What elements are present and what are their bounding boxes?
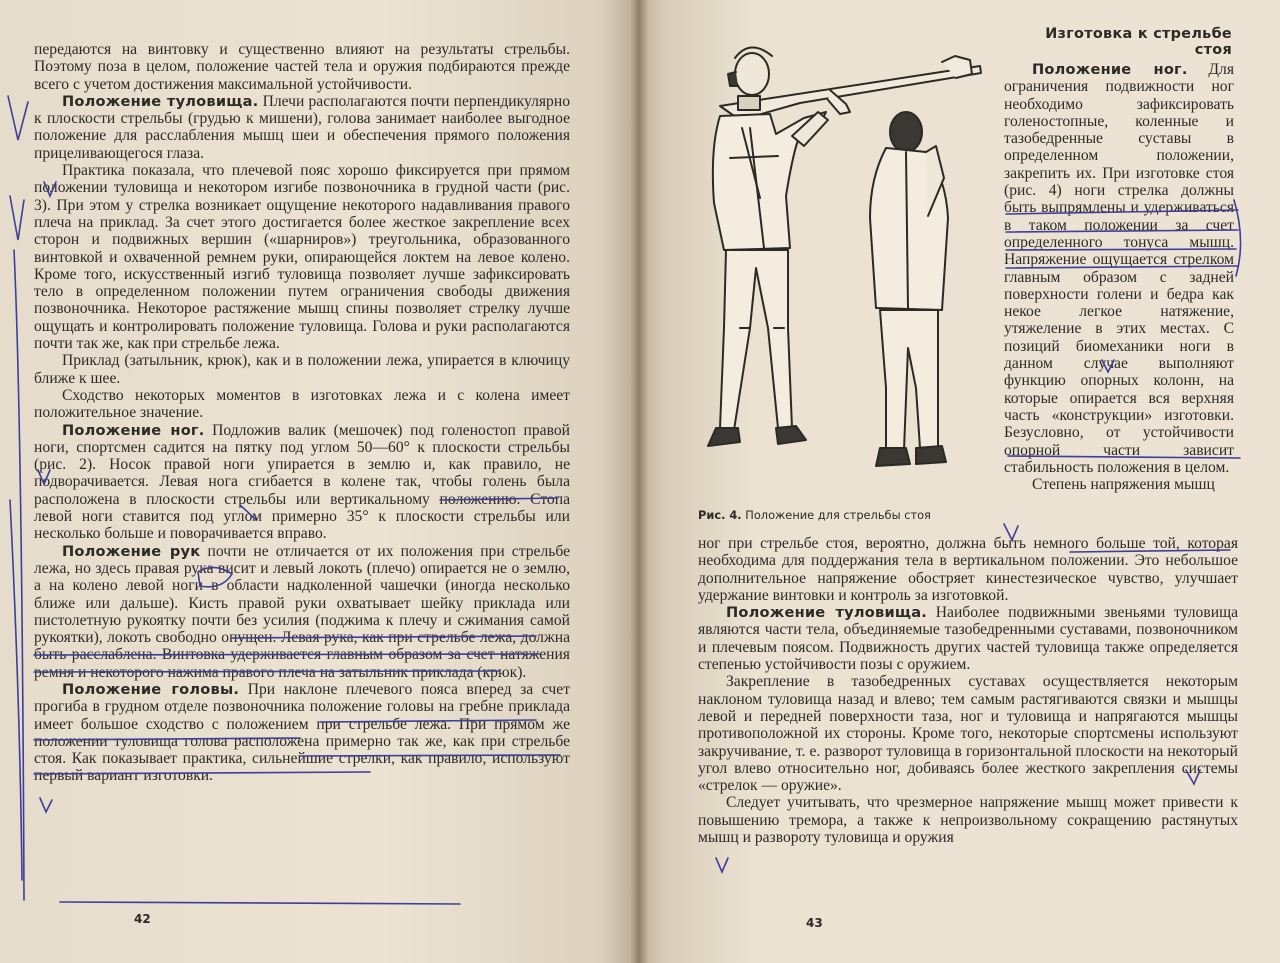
paragraph-text: Подложив валик (мешочек) под голеностоп правой ноги, спортсмен садится на пятку под углом 50—60° к плоскости стрельбы (рис. 2). Носок правой ноги упирается в землю и, как правило, не подворачивается. Левая нога сгибается в колене так, чтобы голень была расположена в плоскости стрельбы или вертикальному положению. Стопа левой ноги ставится под углом примерно 35° к плоскости стрельбы или несколько больше и поворачивается вправо. [34, 421, 571, 543]
left-page [0, 0, 638, 963]
paragraph-text: Закрепление в тазобедренных суставах осуществляется некоторым наклоном туловища назад и влево; тем самым растягиваются связки и мышцы левой и передней поверхности таза, ног и туловища и напрягаются мышцы противоположной их стороны. Кроме того, некоторые спортсмены используют закручивание, т. е. разворот туловища в горизонтальной плоскости на некоторый угол влево относительно ног, добиваясь более жесткого закрепления системы «стрелок — оружие». [698, 673, 1238, 795]
paragraph-text: При наклоне плечевого пояса вперед за счет прогиба в грудном отделе позвоночника положение головы на гребне приклада имеет большое сходство с положением при стрельбе лежа. При прямом же положении туловища голова расположена примерно так же, как при стрельбе стоя. Как показывает практика, сильнейшие стрелки, как правило, используют первый вариант изготовки. [34, 680, 571, 785]
paragraph-text: Практика показала, что плечевой пояс хорошо фиксируется при прямом положении туловища и некотором изгибе позвоночника в грудной части (рис. 3). При этом у стрелка возникает ощущение некоторого надавливания правого плеча на приклад. За счет этого достигается более жесткое закрепление всех сторон и подвижных вершин («шарниров») треугольника, образованного винтовкой и охваченной ремнем руки, опирающейся локтем на левое колено. Кроме того, искусственный изгиб туловища позволяет лучше зафиксировать тело в определенном положении путем ограничения свободы движения позвоночника. Некоторое растяжение мышц спины позволяет стрелку лучше ощущать и контролировать положение туловища. Голова и руки располагаются почти так же, как при стрельбе лежа. [34, 162, 570, 353]
paragraph-heading: Положение туловища. [62, 92, 259, 110]
paragraph-text: Сходство некоторых моментов в изготовках лежа и с колена имеет положительное значение. [34, 386, 570, 422]
paragraph [34, 681, 570, 785]
paragraph [34, 422, 570, 543]
paragraph [1004, 61, 1234, 476]
paragraph [698, 604, 1238, 673]
figure-caption-label: Рис. 4. [698, 508, 742, 522]
paragraph-text: Следует учитывать, что чрезмерное напряжение мышц может привести к повышению тремора, а также к непроизвольному сокращению растянутых мышц и развороту туловища и оружия [698, 794, 1238, 847]
left-page-text [34, 41, 570, 785]
paragraph-text: ног при стрельбе стоя, вероятно, должна быть немного больше той, которая необходима для поддержания тела в вертикальном положении. Это небольшое дополнительное напряжение обостряет кинестезическое чувство, улучшает удержание винтовки и контроль за изготовкой. [698, 535, 1238, 604]
running-head: Изготовка к стрельбе стоя [1045, 26, 1232, 58]
paragraph-text: почти не отличается от их положения при стрельбе лежа, но здесь правая рука висит и левый локоть (плечо) опирается не о землю, а на колено левой ноги в области надколенной чашечки (иногда несколько ближе или дальше). Кисть правой руки охватывает шейку приклада или пистолетную рукоятку почти без усилия (поджима к плечу и сжимания самой рукоятки), локоть свободно опущен. Левая рука, как при стрельбе лежа, должна быть расслаблена. Винтовка удерживается главным образом за счет натяжения ремня и некоторого нажима правого плеча на затыльник приклада (крюк). [34, 542, 570, 681]
paragraph [698, 535, 1238, 604]
book-gutter [630, 0, 648, 963]
paragraph [34, 352, 570, 387]
left-page-number: 42 [134, 912, 151, 926]
paragraph-heading: Положение ног. [62, 421, 205, 439]
right-page-main-text [698, 535, 1238, 846]
figure-standing-shooters [680, 28, 996, 498]
paragraph-text: Приклад (затыльник, крюк), как и в положении лежа, упирается в ключицу ближе к шее. [34, 352, 570, 387]
paragraph [34, 162, 570, 352]
right-page-side-text [1004, 61, 1234, 493]
paragraph-text: Наиболее подвижными звеньями туловища являются части тела, объединяемые тазобедренными суставами, позвоночником и плечевым поясом. Подвижность других частей туловища также определяется степенью устойчивости позы с оружием. [698, 604, 1238, 674]
paragraph-text: Плечи располагаются почти перпендикулярно к плоскости стрельбы (грудью к мишени), голова занимает наиболее выгодное положение для расслабления мышц шеи и обеспечения прямого положения прицеливающегося глаза. [34, 92, 570, 162]
paragraph [698, 673, 1238, 794]
paragraph [34, 41, 570, 93]
paragraph-text: Степень напряжения мышц [1032, 476, 1215, 494]
paragraph [34, 543, 570, 681]
paragraph-heading: Положение головы. [62, 680, 240, 698]
paragraph [34, 93, 570, 162]
paragraph-heading: Положение рук [62, 542, 201, 560]
shooter-back-view-illustration [870, 112, 948, 466]
figure-caption-text: Положение для стрельбы стоя [741, 508, 931, 522]
paragraph [1004, 476, 1234, 493]
right-page-number: 43 [806, 916, 823, 930]
paragraph-heading: Положение туловища. [726, 604, 927, 622]
paragraph-text: Для ограничения подвижности ног необходимо зафиксировать голеностопные, коленные и тазобедренные суставы в определенном положении, закрепить их. При изготовке стоя (рис. 4) ноги стрелка должны быть выпрямлены и удерживаться в таком положении за счет определенного тонуса мышц. Напряжение ощущается стрелком главным образом с задней поверхности голени и бедра как некое легкое натяжение, утяжеление в этих местах. С позиций биомеханики ноги в данном случае выполняют функцию опорных колонн, на которые опирается вся верхняя часть «конструкции» изготовки. Безусловно, от устойчивости опорной части зависит стабильность положения в целом. [1004, 61, 1234, 476]
paragraph-heading: Положение ног. [1032, 61, 1188, 78]
paragraph [34, 387, 570, 422]
paragraph-text: передаются на винтовку и существенно влияют на результаты стрельбы. Поэтому поза в целом, положение частей тела и оружия подбираются прежде всего с учетом достижения максимальной устойчивости. [34, 41, 570, 93]
paragraph [698, 794, 1238, 846]
figure-caption [698, 508, 931, 522]
